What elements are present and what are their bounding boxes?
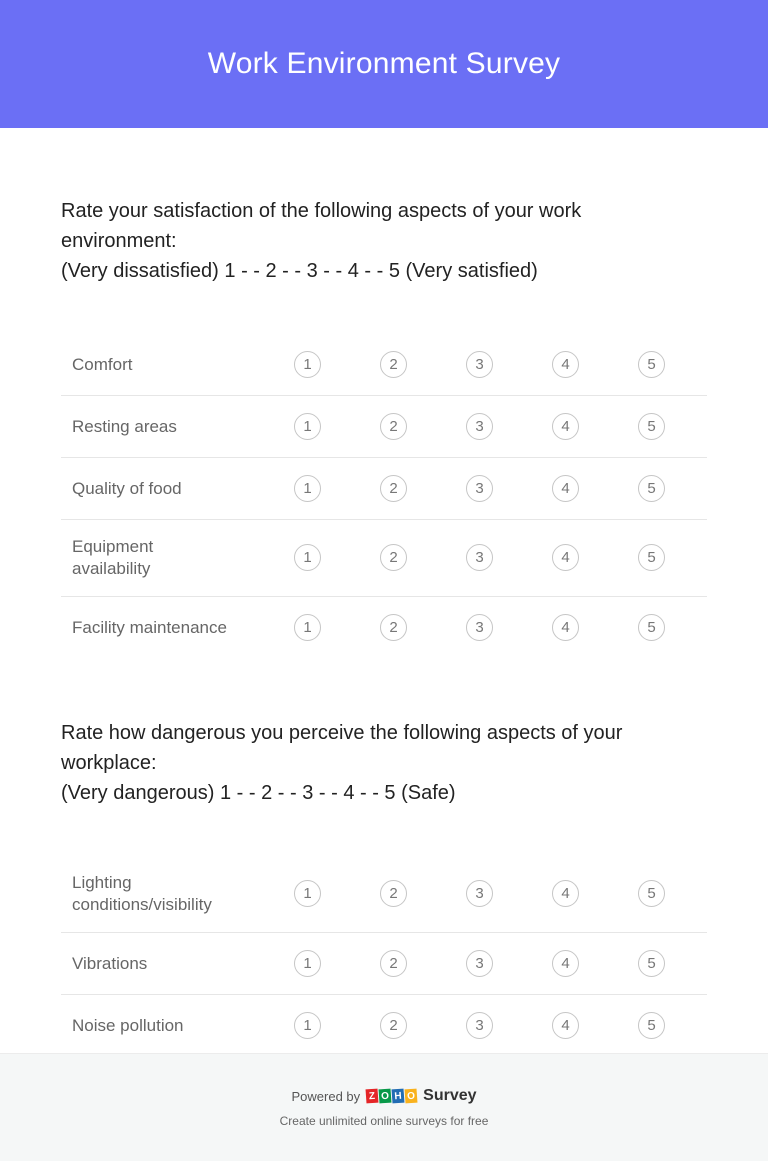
rating-option-4[interactable]: 4 [552,544,579,571]
rating-option-3[interactable]: 3 [466,950,493,977]
rating-option-4[interactable]: 4 [552,880,579,907]
zoho-logo-letter: Z [366,1089,379,1104]
row-label: Comfort [72,354,133,374]
rating-option-2[interactable]: 2 [380,351,407,378]
rating-option-2[interactable]: 2 [380,614,407,641]
rating-option-2[interactable]: 2 [380,880,407,907]
row-label: Resting areas [72,416,177,436]
zoho-logo-letter: O [379,1089,392,1104]
powered-by-footer [0,1053,768,1161]
rating-option-3[interactable]: 3 [466,1012,493,1039]
rating-option-5[interactable]: 5 [638,614,665,641]
rating-option-1[interactable]: 1 [294,880,321,907]
matrix-row-comfort [61,334,707,396]
question-1-line-1: Rate your satisfaction of the following aspects of your work [61,200,582,222]
rating-option-2[interactable]: 2 [380,413,407,440]
row-label: Facility maintenance [72,617,227,637]
row-label: Lighting conditions/visibility [72,872,212,914]
question-2-text [61,718,701,808]
rating-option-1[interactable]: 1 [294,950,321,977]
matrix-row-lighting [61,855,707,933]
row-label: Noise pollution [72,1015,184,1035]
zoho-logo-letter: O [405,1089,418,1104]
row-label: Equipment availability [72,537,154,578]
matrix-row-resting-areas [61,396,707,458]
row-label: Vibrations [72,953,148,973]
rating-option-2[interactable]: 2 [380,950,407,977]
zoho-logo [366,1089,417,1103]
question-2-matrix [61,855,707,1056]
matrix-row-noise-pollution [61,995,707,1056]
question-2-scale: (Very dangerous) 1 - - 2 - - 3 - - 4 - - 5 (Safe) [61,782,456,804]
rating-option-3[interactable]: 3 [466,544,493,571]
rating-option-1[interactable]: 1 [294,1012,321,1039]
product-name: Survey [423,1087,477,1104]
rating-option-5[interactable]: 5 [638,351,665,378]
rating-option-4[interactable]: 4 [552,1012,579,1039]
rating-option-5[interactable]: 5 [638,880,665,907]
matrix-row-equipment-availability [61,520,707,597]
question-2-line-1: Rate how dangerous you perceive the following aspects of your [61,722,623,744]
survey-title: Work Environment Survey [207,47,561,80]
rating-option-3[interactable]: 3 [466,880,493,907]
rating-option-1[interactable]: 1 [294,413,321,440]
row-label: Quality of food [72,478,182,498]
question-1-line-2: environment: [61,230,177,252]
matrix-row-quality-of-food [61,458,707,520]
rating-option-1[interactable]: 1 [294,351,321,378]
rating-option-5[interactable]: 5 [638,1012,665,1039]
rating-option-4[interactable]: 4 [552,950,579,977]
survey-header [0,0,768,128]
matrix-row-facility-maintenance [61,597,707,658]
rating-option-4[interactable]: 4 [552,614,579,641]
rating-option-5[interactable]: 5 [638,950,665,977]
question-1-matrix [61,334,707,658]
rating-option-5[interactable]: 5 [638,475,665,502]
rating-option-3[interactable]: 3 [466,475,493,502]
question-1-scale: (Very dissatisfied) 1 - - 2 - - 3 - - 4 - - 5 (Very satisfied) [61,260,538,282]
footer-tagline: Create unlimited online surveys for free [279,1114,489,1128]
rating-option-1[interactable]: 1 [294,475,321,502]
rating-option-4[interactable]: 4 [552,351,579,378]
rating-option-2[interactable]: 2 [380,475,407,502]
rating-option-3[interactable]: 3 [466,351,493,378]
zoho-logo-letter: H [392,1089,405,1104]
question-1-text [61,196,701,286]
rating-option-1[interactable]: 1 [294,544,321,571]
rating-option-5[interactable]: 5 [638,544,665,571]
rating-option-2[interactable]: 2 [380,1012,407,1039]
rating-option-4[interactable]: 4 [552,475,579,502]
rating-option-4[interactable]: 4 [552,413,579,440]
question-2-line-2: workplace: [61,752,157,774]
powered-by-line[interactable] [0,1087,768,1105]
rating-option-5[interactable]: 5 [638,413,665,440]
rating-option-3[interactable]: 3 [466,413,493,440]
rating-option-1[interactable]: 1 [294,614,321,641]
matrix-row-vibrations [61,933,707,995]
rating-option-2[interactable]: 2 [380,544,407,571]
rating-option-3[interactable]: 3 [466,614,493,641]
powered-by-text: Powered by [291,1088,361,1104]
